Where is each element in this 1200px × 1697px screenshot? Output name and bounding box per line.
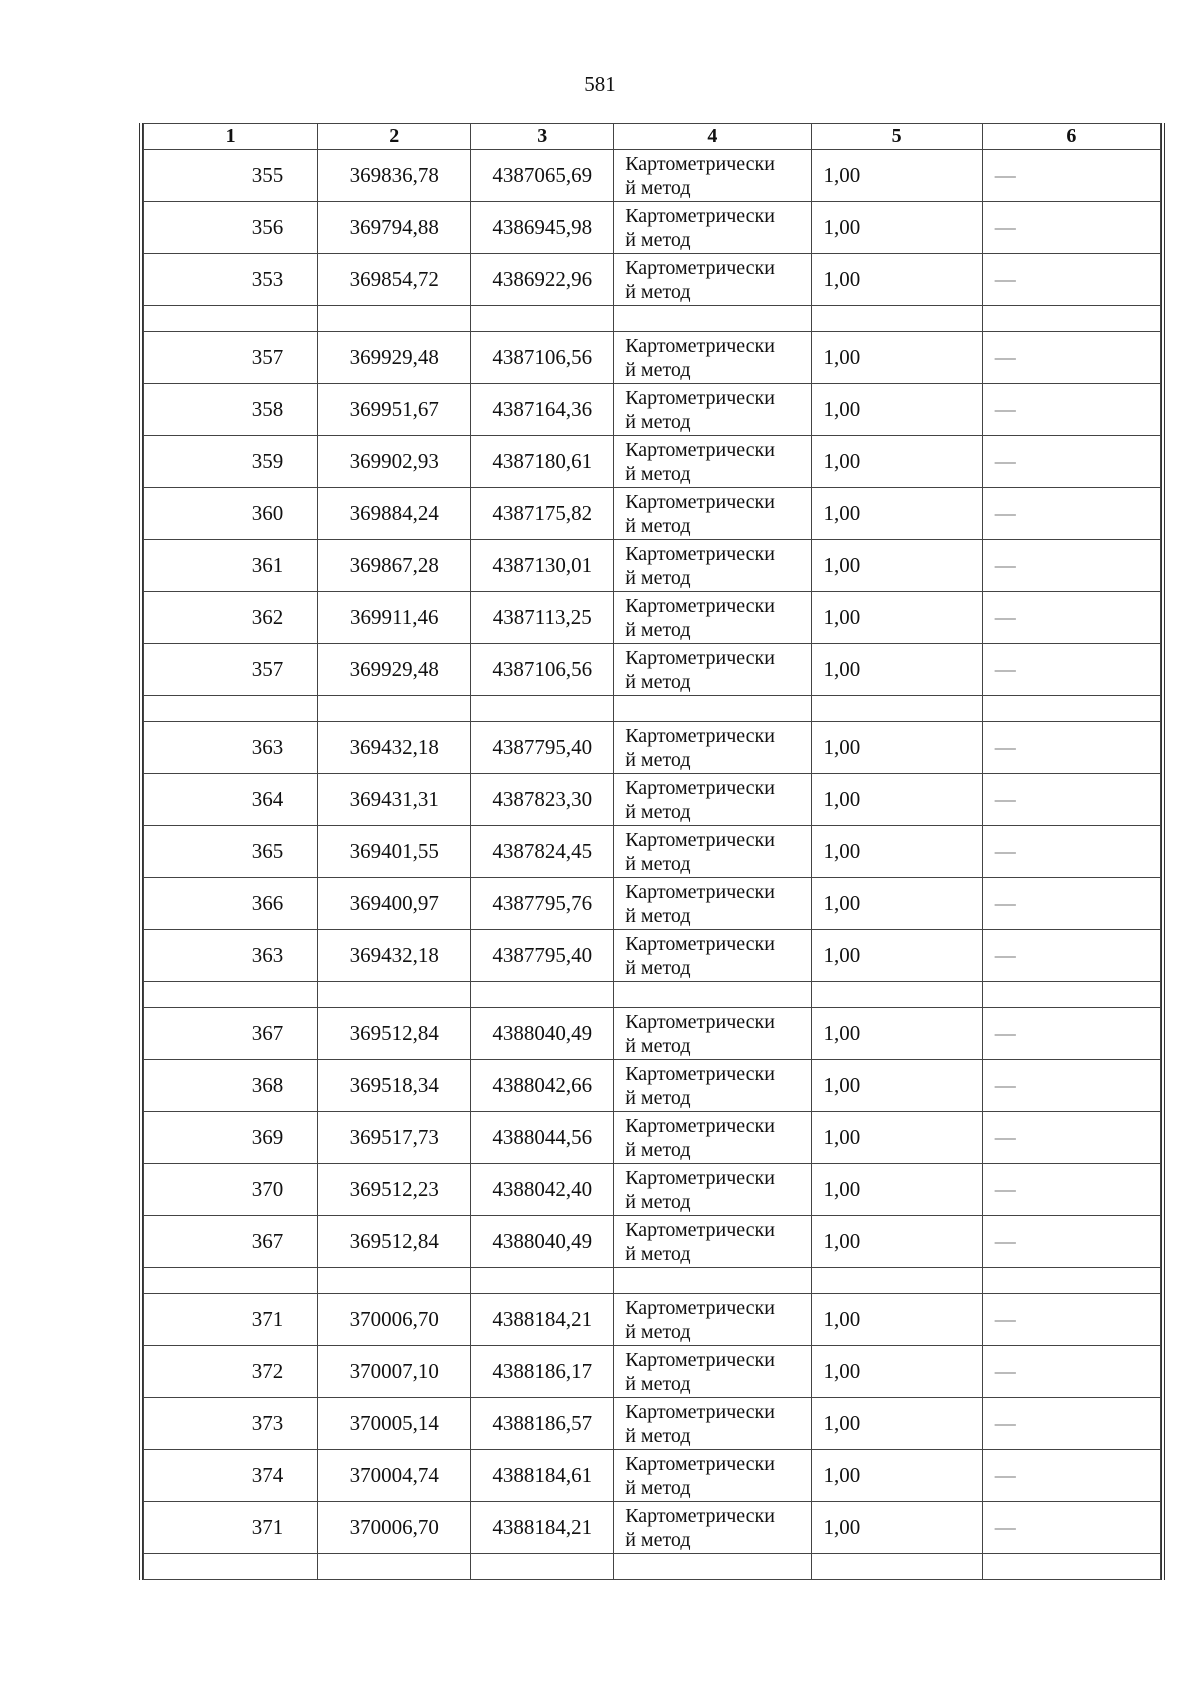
empty-cell [982,1554,1160,1580]
y-coordinate-cell: 4388186,17 [471,1346,614,1398]
empty-cell [614,306,811,332]
note-cell: — [982,384,1160,436]
method-line-1: Картометрически [625,880,775,903]
note-cell: — [982,930,1160,982]
x-coordinate-cell: 369854,72 [318,254,471,306]
x-coordinate-cell: 369951,67 [318,384,471,436]
accuracy-cell: 1,00 [811,826,982,878]
method-line-1: Картометрически [625,776,775,799]
y-coordinate-cell: 4387113,25 [471,592,614,644]
header-row [144,124,1161,150]
method-line-1: Картометрически [625,256,775,279]
empty-cell [144,306,318,332]
point-number-cell: 372 [144,1346,318,1398]
y-coordinate-cell: 4387795,40 [471,930,614,982]
method-line-1: Картометрически [625,1504,775,1527]
point-number-cell: 374 [144,1450,318,1502]
point-number-cell: 361 [144,540,318,592]
empty-cell [982,1268,1160,1294]
method-cell [614,254,811,306]
x-coordinate-cell: 370006,70 [318,1294,471,1346]
x-coordinate-cell: 369512,84 [318,1008,471,1060]
table-row [144,1008,1161,1060]
method-line-2: й метод [625,358,691,381]
empty-cell [811,306,982,332]
column-header-3: 3 [471,124,614,150]
y-coordinate-cell: 4387164,36 [471,384,614,436]
empty-cell [614,1268,811,1294]
y-coordinate-cell: 4388042,40 [471,1164,614,1216]
empty-cell [811,1554,982,1580]
note-cell: — [982,1346,1160,1398]
page-number: 581 [584,72,616,96]
empty-cell [144,982,318,1008]
table-row [144,826,1161,878]
table-row [144,1216,1161,1268]
method-cell [614,1294,811,1346]
method-line-1: Картометрически [625,1010,775,1033]
x-coordinate-cell: 370007,10 [318,1346,471,1398]
method-line-2: й метод [625,280,691,303]
empty-cell [471,982,614,1008]
empty-cell [471,1268,614,1294]
accuracy-cell: 1,00 [811,254,982,306]
method-line-1: Картометрически [625,1348,775,1371]
method-line-2: й метод [625,1320,691,1343]
accuracy-cell: 1,00 [811,722,982,774]
method-line-1: Картометрически [625,1218,775,1241]
y-coordinate-cell: 4387824,45 [471,826,614,878]
x-coordinate-cell: 370006,70 [318,1502,471,1554]
point-number-cell: 367 [144,1008,318,1060]
separator-row [144,696,1161,722]
table-row [144,644,1161,696]
y-coordinate-cell: 4388184,61 [471,1450,614,1502]
method-line-2: й метод [625,1424,691,1447]
method-cell [614,592,811,644]
empty-cell [318,982,471,1008]
x-coordinate-cell: 369432,18 [318,722,471,774]
point-number-cell: 363 [144,722,318,774]
method-line-1: Картометрически [625,1166,775,1189]
accuracy-cell: 1,00 [811,644,982,696]
method-line-2: й метод [625,228,691,251]
method-cell [614,1346,811,1398]
method-cell [614,722,811,774]
table-row [144,930,1161,982]
x-coordinate-cell: 369518,34 [318,1060,471,1112]
accuracy-cell: 1,00 [811,1008,982,1060]
method-cell [614,384,811,436]
coordinates-table [143,123,1161,1580]
coordinates-table-frame [139,123,1165,1580]
method-line-2: й метод [625,1138,691,1161]
empty-cell [982,696,1160,722]
note-cell: — [982,1216,1160,1268]
point-number-cell: 357 [144,332,318,384]
method-line-2: й метод [625,514,691,537]
method-line-2: й метод [625,852,691,875]
empty-cell [614,1554,811,1580]
x-coordinate-cell: 369431,31 [318,774,471,826]
table-row [144,488,1161,540]
y-coordinate-cell: 4388040,49 [471,1216,614,1268]
point-number-cell: 355 [144,150,318,202]
x-coordinate-cell: 369884,24 [318,488,471,540]
note-cell: — [982,1294,1160,1346]
note-cell: — [982,722,1160,774]
accuracy-cell: 1,00 [811,488,982,540]
x-coordinate-cell: 370005,14 [318,1398,471,1450]
empty-cell [471,306,614,332]
method-line-1: Картометрически [625,594,775,617]
accuracy-cell: 1,00 [811,1450,982,1502]
method-cell [614,1502,811,1554]
x-coordinate-cell: 369794,88 [318,202,471,254]
accuracy-cell: 1,00 [811,1346,982,1398]
x-coordinate-cell: 369401,55 [318,826,471,878]
y-coordinate-cell: 4387106,56 [471,644,614,696]
point-number-cell: 363 [144,930,318,982]
method-line-2: й метод [625,1476,691,1499]
y-coordinate-cell: 4387065,69 [471,150,614,202]
table-row [144,774,1161,826]
method-cell [614,436,811,488]
point-number-cell: 353 [144,254,318,306]
x-coordinate-cell: 369432,18 [318,930,471,982]
method-line-1: Картометрически [625,1400,775,1423]
accuracy-cell: 1,00 [811,332,982,384]
method-cell [614,1216,811,1268]
accuracy-cell: 1,00 [811,774,982,826]
method-line-2: й метод [625,1034,691,1057]
x-coordinate-cell: 369512,84 [318,1216,471,1268]
method-line-2: й метод [625,1190,691,1213]
x-coordinate-cell: 369902,93 [318,436,471,488]
method-line-1: Картометрически [625,828,775,851]
accuracy-cell: 1,00 [811,930,982,982]
note-cell: — [982,1112,1160,1164]
y-coordinate-cell: 4387175,82 [471,488,614,540]
table-row [144,1450,1161,1502]
note-cell: — [982,202,1160,254]
y-coordinate-cell: 4386945,98 [471,202,614,254]
x-coordinate-cell: 369512,23 [318,1164,471,1216]
note-cell: — [982,1008,1160,1060]
table-row [144,1164,1161,1216]
column-header-5: 5 [811,124,982,150]
method-cell [614,1450,811,1502]
empty-cell [811,1268,982,1294]
x-coordinate-cell: 370004,74 [318,1450,471,1502]
column-header-2: 2 [318,124,471,150]
method-line-2: й метод [625,1372,691,1395]
y-coordinate-cell: 4387130,01 [471,540,614,592]
method-line-1: Картометрически [625,1296,775,1319]
table-row [144,332,1161,384]
method-cell [614,826,811,878]
x-coordinate-cell: 369400,97 [318,878,471,930]
table-row [144,384,1161,436]
method-line-1: Картометрически [625,438,775,461]
table-row [144,436,1161,488]
point-number-cell: 364 [144,774,318,826]
y-coordinate-cell: 4388184,21 [471,1294,614,1346]
method-cell [614,774,811,826]
table-row [144,1398,1161,1450]
x-coordinate-cell: 369867,28 [318,540,471,592]
empty-cell [982,982,1160,1008]
accuracy-cell: 1,00 [811,1398,982,1450]
method-line-1: Картометрически [625,646,775,669]
column-header-6: 6 [982,124,1160,150]
method-line-1: Картометрически [625,490,775,513]
empty-cell [614,982,811,1008]
method-cell [614,488,811,540]
method-line-1: Картометрически [625,932,775,955]
accuracy-cell: 1,00 [811,1164,982,1216]
point-number-cell: 356 [144,202,318,254]
accuracy-cell: 1,00 [811,1502,982,1554]
method-line-2: й метод [625,800,691,823]
note-cell: — [982,826,1160,878]
table-row [144,202,1161,254]
note-cell: — [982,1502,1160,1554]
note-cell: — [982,774,1160,826]
table-row [144,254,1161,306]
table-row [144,1502,1161,1554]
x-coordinate-cell: 369929,48 [318,332,471,384]
method-cell [614,930,811,982]
separator-row [144,1554,1161,1580]
empty-cell [144,696,318,722]
point-number-cell: 371 [144,1294,318,1346]
y-coordinate-cell: 4387180,61 [471,436,614,488]
method-cell [614,332,811,384]
method-line-1: Картометрически [625,152,775,175]
empty-cell [318,306,471,332]
method-cell [614,1164,811,1216]
note-cell: — [982,436,1160,488]
accuracy-cell: 1,00 [811,202,982,254]
empty-cell [811,982,982,1008]
empty-cell [471,696,614,722]
point-number-cell: 367 [144,1216,318,1268]
method-line-1: Картометрически [625,1062,775,1085]
accuracy-cell: 1,00 [811,1294,982,1346]
method-line-2: й метод [625,1528,691,1551]
note-cell: — [982,1450,1160,1502]
point-number-cell: 359 [144,436,318,488]
table-row [144,540,1161,592]
method-line-2: й метод [625,566,691,589]
note-cell: — [982,332,1160,384]
method-line-2: й метод [625,462,691,485]
x-coordinate-cell: 369517,73 [318,1112,471,1164]
method-cell [614,644,811,696]
table-row [144,150,1161,202]
separator-row [144,1268,1161,1294]
empty-cell [144,1554,318,1580]
y-coordinate-cell: 4388040,49 [471,1008,614,1060]
empty-cell [982,306,1160,332]
accuracy-cell: 1,00 [811,878,982,930]
method-cell [614,1008,811,1060]
method-cell [614,1112,811,1164]
empty-cell [811,696,982,722]
method-line-1: Картометрически [625,386,775,409]
method-line-2: й метод [625,1242,691,1265]
point-number-cell: 370 [144,1164,318,1216]
table-row [144,1060,1161,1112]
note-cell: — [982,878,1160,930]
method-line-1: Картометрически [625,204,775,227]
method-line-1: Картометрически [625,724,775,747]
note-cell: — [982,592,1160,644]
y-coordinate-cell: 4388184,21 [471,1502,614,1554]
x-coordinate-cell: 369911,46 [318,592,471,644]
point-number-cell: 360 [144,488,318,540]
method-cell [614,1060,811,1112]
method-line-2: й метод [625,956,691,979]
note-cell: — [982,254,1160,306]
y-coordinate-cell: 4386922,96 [471,254,614,306]
point-number-cell: 362 [144,592,318,644]
note-cell: — [982,540,1160,592]
method-line-2: й метод [625,748,691,771]
method-cell [614,1398,811,1450]
point-number-cell: 365 [144,826,318,878]
y-coordinate-cell: 4387823,30 [471,774,614,826]
method-cell [614,202,811,254]
table-row [144,1294,1161,1346]
method-line-1: Картометрически [625,1452,775,1475]
y-coordinate-cell: 4388042,66 [471,1060,614,1112]
table-row [144,878,1161,930]
y-coordinate-cell: 4387795,76 [471,878,614,930]
empty-cell [614,696,811,722]
accuracy-cell: 1,00 [811,384,982,436]
empty-cell [318,1268,471,1294]
table-body [144,150,1161,1580]
column-header-4: 4 [614,124,811,150]
method-cell [614,150,811,202]
accuracy-cell: 1,00 [811,1216,982,1268]
method-line-2: й метод [625,904,691,927]
table-row [144,722,1161,774]
table-row [144,1346,1161,1398]
accuracy-cell: 1,00 [811,1112,982,1164]
point-number-cell: 369 [144,1112,318,1164]
table-row [144,592,1161,644]
method-line-2: й метод [625,618,691,641]
accuracy-cell: 1,00 [811,592,982,644]
accuracy-cell: 1,00 [811,150,982,202]
x-coordinate-cell: 369929,48 [318,644,471,696]
method-line-1: Картометрически [625,1114,775,1137]
separator-row [144,982,1161,1008]
accuracy-cell: 1,00 [811,540,982,592]
method-line-2: й метод [625,176,691,199]
empty-cell [144,1268,318,1294]
table-row [144,1112,1161,1164]
note-cell: — [982,1398,1160,1450]
y-coordinate-cell: 4388044,56 [471,1112,614,1164]
point-number-cell: 371 [144,1502,318,1554]
note-cell: — [982,1164,1160,1216]
accuracy-cell: 1,00 [811,436,982,488]
note-cell: — [982,488,1160,540]
method-line-2: й метод [625,410,691,433]
point-number-cell: 366 [144,878,318,930]
method-line-2: й метод [625,670,691,693]
column-header-1: 1 [144,124,318,150]
method-line-2: й метод [625,1086,691,1109]
y-coordinate-cell: 4388186,57 [471,1398,614,1450]
method-cell [614,540,811,592]
method-line-1: Картометрически [625,542,775,565]
method-cell [614,878,811,930]
note-cell: — [982,150,1160,202]
note-cell: — [982,644,1160,696]
accuracy-cell: 1,00 [811,1060,982,1112]
y-coordinate-cell: 4387106,56 [471,332,614,384]
empty-cell [318,1554,471,1580]
point-number-cell: 368 [144,1060,318,1112]
y-coordinate-cell: 4387795,40 [471,722,614,774]
note-cell: — [982,1060,1160,1112]
empty-cell [471,1554,614,1580]
method-line-1: Картометрически [625,334,775,357]
point-number-cell: 373 [144,1398,318,1450]
point-number-cell: 357 [144,644,318,696]
empty-cell [318,696,471,722]
separator-row [144,306,1161,332]
x-coordinate-cell: 369836,78 [318,150,471,202]
point-number-cell: 358 [144,384,318,436]
